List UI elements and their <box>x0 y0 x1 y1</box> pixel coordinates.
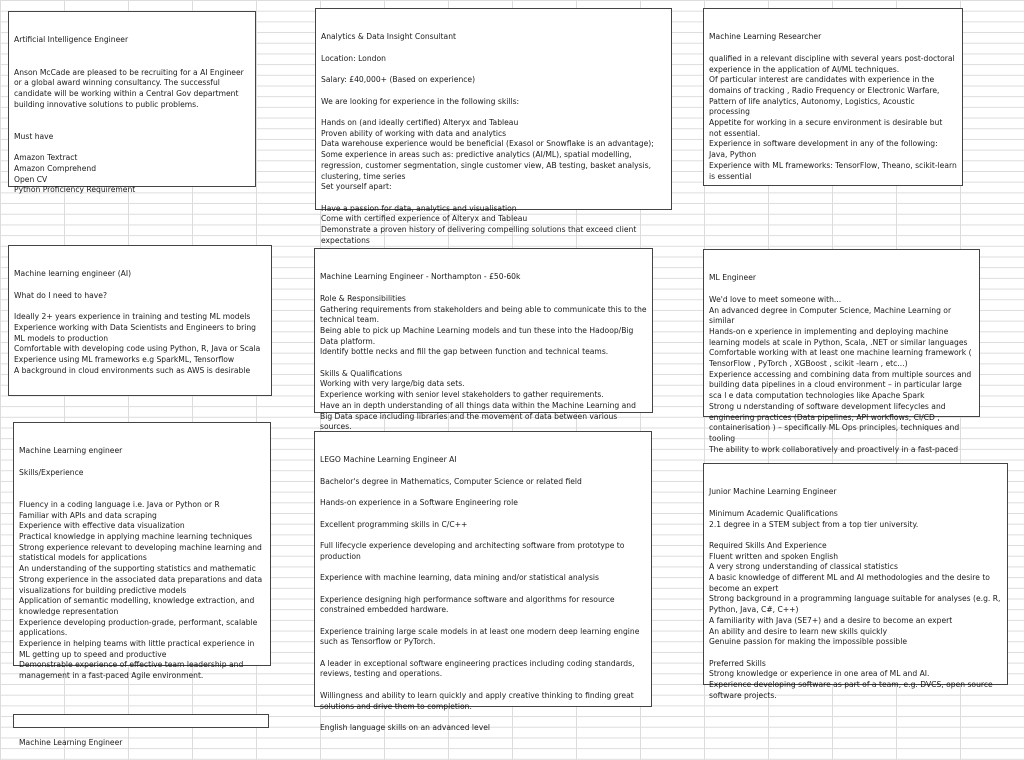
job-card-ml-engineer-ai <box>8 245 272 396</box>
job-card-body: Role & Responsibilities Gathering requirements from stakeholders and being able to communicate this to the technical team. Being able to pick up Machine Learning models and tun these into the Hadoop/Big Data platform. Identify bottle necks and fill the gap between function and technical teams. Skills & Qualifications Working with very large/big data sets. Experience working with senior level stakeholders to gather requirements. Have an in depth understanding of all things data within the Machine Learning and Big Data space including libraries and the movement of data between various sources. <box>320 293 647 432</box>
job-card-body: qualified in a relevant discipline with several years post-doctoral experience in the application of AI/ML techniques. Of particular interest are candidates with experience in the domains of tracking , Radio Frequency or Electronic Warfare, Pattern of life analytics, Autonomy, Logistics, Acoustic processing Appetite for working in a secure environment is desirable but not essential. Experience in software development in any of the following: Java, Python Experience with ML frameworks: TensorFlow, Theano, scikit-learn is essential <box>709 53 957 181</box>
job-card-title: ML Engineer <box>709 273 757 283</box>
job-card-body: Minimum Academic Qualifications 2.1 degree in a STEM subject from a top tier university. Required Skills And Experience Fluent written and spoken English A very strong understanding of classical statistics A basic knowledge of different ML and AI methodologies and the desire to become an expert Strong background in a programming language suitable for analyses (e.g. R, Python, Java, C#, C++) A familiarity with Java (SE7+) and a desire to become an expert An ability and desire to learn new skills quickly Genuine passion for making the impossible possible Preferred Skills Strong knowledge or experience in one area of ML and AI. Experience developing software as part of a team, e.g. DVCS, open source software projects. <box>709 508 1001 700</box>
job-card-body: Bachelor's degree in Mathematics, Computer Science or related field Hands-on experience in a Software Engineering role Excellent programming skills in C/C++ Full lifecycle experience developing and architecting software from prototype to production Experience with machine learning, data mining and/or statistical analysis Experience designing high performance software and algorithms for resource constrained embedded hardware. Experience training large scale models in at least one modern deep learning engine such as Tensorflow or PyTorch. A leader in exceptional software engineering practices including coding standards, reviews, testing and operations. Willingness and ability to learn quickly and apply creative thinking to finding great solutions and drive them to completion. English language skills on an advanced level <box>320 476 640 732</box>
job-card-title: Artificial Intelligence Engineer <box>14 35 129 45</box>
job-card-body: What do I need to have? Ideally 2+ years experience in training and testing ML models Experience working with Data Scientists and Engineers to bring ML models to production Comfortable with developing code using Python, R, Java or Scala Experience using ML frameworks e.g SparkML, Tensorflow A background in cloud environments such as AWS is desirable <box>14 290 261 375</box>
job-card-body: Skills/Experience Fluency in a coding language i.e. Java or Python or R Familiar with APIs and data scraping Experience with effective data visualization Practical knowledge in applying machine learning techniques Strong experience relevant to developing machine learning and statistical models for applications An understanding of the supporting statistics and mathematic Strong experience in the associated data preparations and data visualizations for building predictive models Application of semantic modelling, knowledge extraction, and knowledge representation Experience developing production-grade, performant, scalable applications. Experience in helping teams with little practical experience in ML getting up to speed and productive Demonstrable experience of effective team leadership and management in a fast-paced Agile environment. <box>19 467 263 681</box>
job-card-title: Analytics & Data Insight Consultant <box>321 32 456 42</box>
job-card-ml-engineer <box>703 249 980 454</box>
job-card-junior-ml-engineer <box>703 463 1008 700</box>
job-card-body: We'd love to meet someone with... An advanced degree in Computer Science, Machine Learning or similar Hands-on e xperience in implementing and deploying machine learning models at scale in Python, Scala, .NET or similar languages Comfortable working with at least one machine learning framework ( TensorFlow , PyTorch , XGBoost , scikit -learn , etc...) Experience accessing and combining data from multiple sources and building data pipelines in a cloud environment – in particular large sca l e data computation technologies like Apache Spark Strong u nderstanding of software development lifecycles and engineering practices (Data pipelines, API workflows, CI/CD , containerisation ) – specifically ML Ops principles, techniques and tooling The ability to work collaboratively and proactively in a fast-paced <box>709 294 972 454</box>
job-card-title: Machine Learning Researcher <box>709 32 822 42</box>
job-card-title: Machine Learning engineer <box>19 446 123 456</box>
job-card-title: Machine Learning Engineer <box>19 738 123 748</box>
job-card-ml-engineer-skills <box>13 422 271 681</box>
job-card-title: LEGO Machine Learning Engineer AI <box>320 455 457 465</box>
job-card-title: Machine learning engineer (AI) <box>14 269 132 279</box>
job-card-lego-ml-engineer <box>314 431 652 732</box>
job-card-ml-engineer-northampton <box>314 248 653 432</box>
job-card-analytics-consultant <box>315 8 672 245</box>
job-card-title: Junior Machine Learning Engineer <box>709 487 837 497</box>
job-card-ai-engineer <box>8 11 256 195</box>
job-card-title: Machine Learning Engineer - Northampton - £50-60k <box>320 272 521 282</box>
job-card-body: Location: London Salary: £40,000+ (Based on experience) We are looking for experience in the following skills: Hands on (and ideally certified) Alteryx and Tableau Proven ability of working with data and analytics Data warehouse experience would be beneficial (Exasol or Snowflake is an advantage); Some experience in areas such as: predictive analytics (AI/ML), spatial modelling, regression, customer segmentation, single customer view, AB testing, basket analysis, clustering, time series Set yourself apart: Have a passion for data, analytics and visualisation Come with certified experience of Alteryx and Tableau Demonstrate a proven history of delivering compelling solutions that exceed client expectations <box>321 53 654 245</box>
job-card-body: Anson McCade are pleased to be recruiting for a AI Engineer or a global award winning consultancy. The successful candidate will be working within a Central Gov department building innovative solutions to public problems. Must have Amazon Textract Amazon Comprehend Open CV Python Proficiency Requirement <box>14 67 244 195</box>
job-card-ml-researcher <box>703 8 963 186</box>
job-card-ml-engineer-partial <box>13 714 269 748</box>
